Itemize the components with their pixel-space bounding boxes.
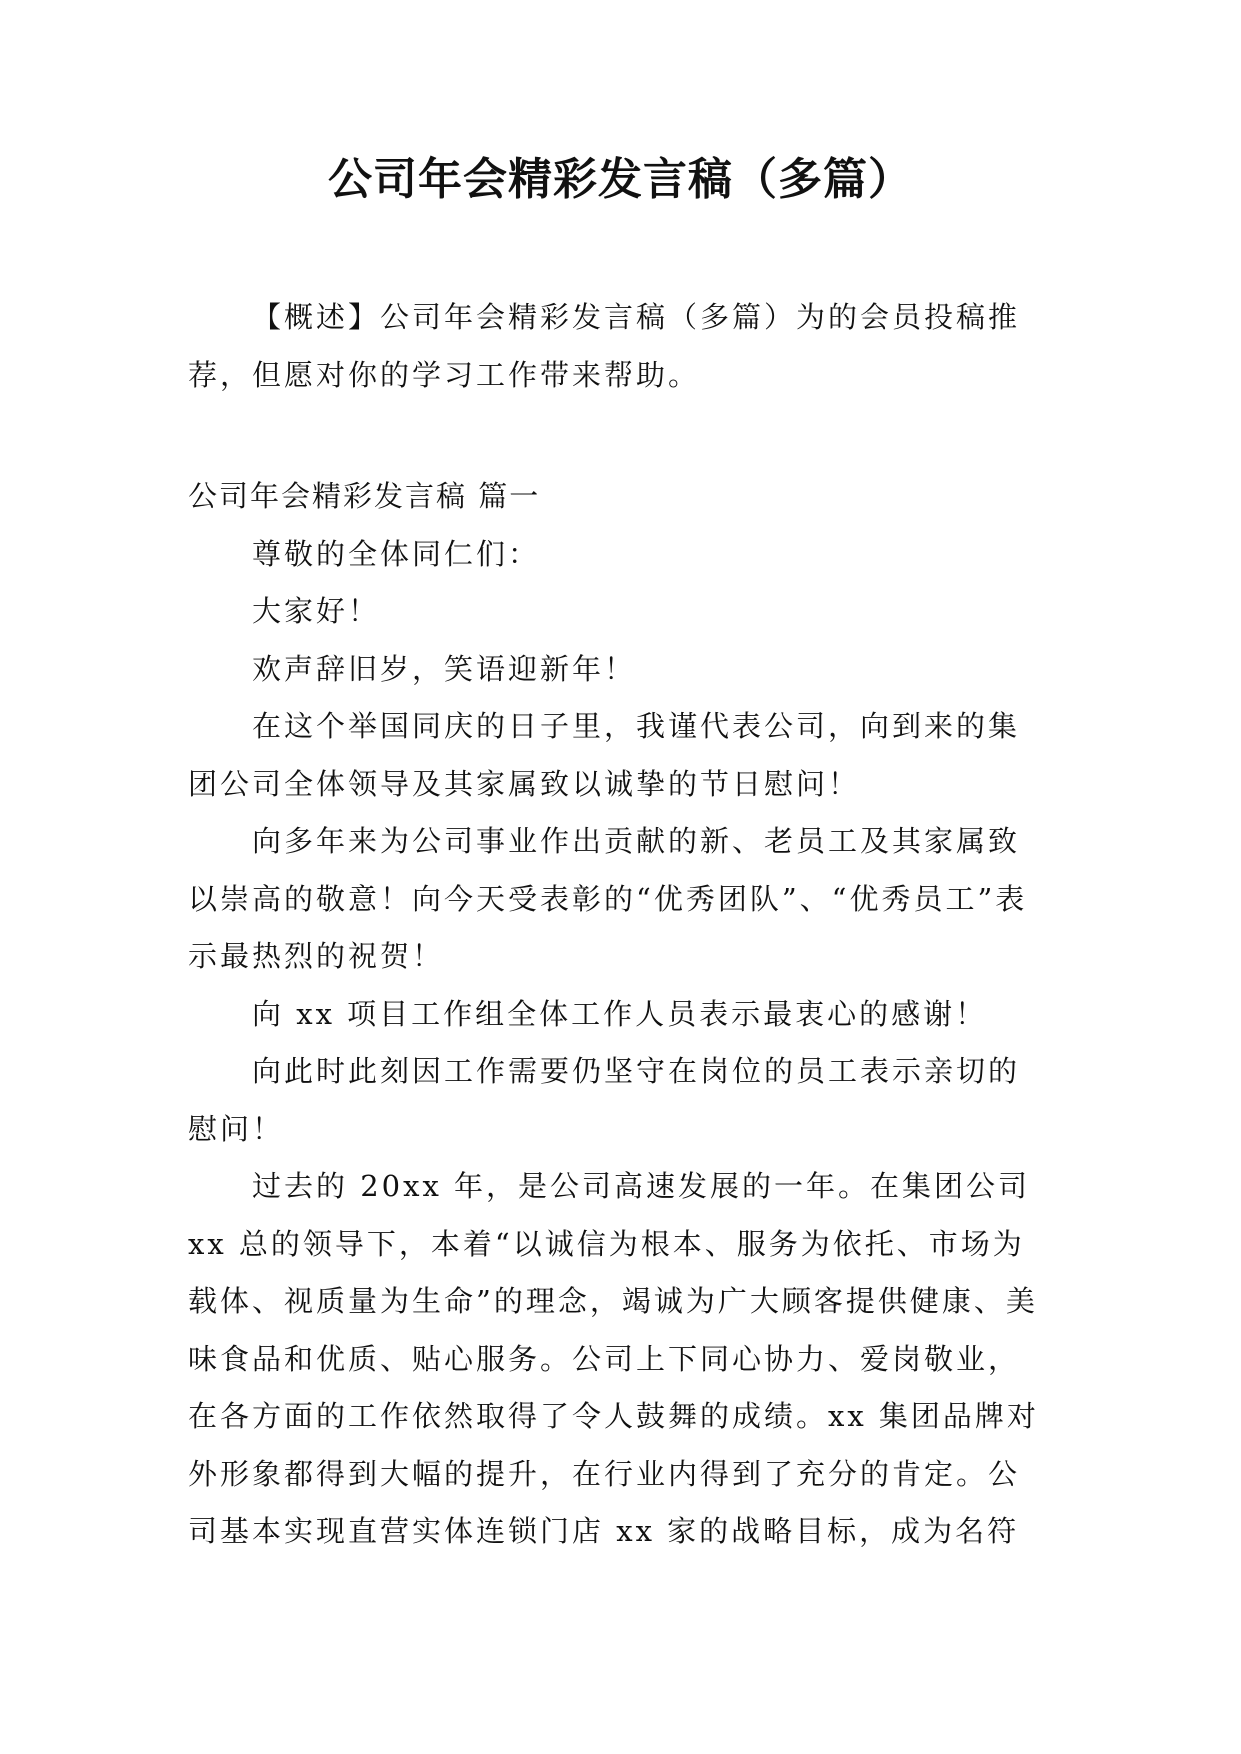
body-paragraph: 向此时此刻因工作需要仍坚守在岗位的员工表示亲切的慰问！ (188, 1054, 1021, 1146)
document-body (188, 289, 1050, 1561)
body-paragraph: 在这个举国同庆的日子里，我谨代表公司，向到来的集团公司全体领导及其家属致以诚挚的节日慰问！ (188, 709, 1021, 801)
document-title: 公司年会精彩发言稿（多篇） (328, 154, 913, 205)
body-paragraph: 向 xx 项目工作组全体工作人员表示最衷心的感谢！ (252, 996, 988, 1031)
hello-paragraph: 大家好！ (252, 594, 381, 628)
section-heading: 公司年会精彩发言稿 篇一 (188, 479, 541, 513)
greeting-paragraph: 尊敬的全体同仁们： (252, 536, 541, 571)
body-paragraph: 向多年来为公司事业作出贡献的新、老员工及其家属致以崇高的敬意！向今天受表彰的“优秀团队”、“优秀员工”表示最热烈的祝贺！ (188, 824, 1028, 973)
paragraph-spacer (188, 404, 1050, 468)
new-year-paragraph: 欢声辞旧岁，笑语迎新年！ (252, 651, 637, 686)
body-paragraph: 过去的 20xx 年，是公司高速发展的一年。在集团公司 xx 总的领导下，本着“以诚信为根本、服务为依托、市场为载体、视质量为生命”的理念，竭诚为广大顾客提供健康、美味食品和优质、贴心服务。公司上下同心协力、爱岗敬业，在各方面的工作依然取得了令人鼓舞的成绩。xx 集团品牌对外形象都得到大幅的提升，在行业内得到了充分的肯定。公司基本实现直营实体连锁门店 xx 家的战略目标，成为名符 (188, 1169, 1039, 1548)
overview-paragraph: 【概述】公司年会精彩发言稿（多篇）为的会员投稿推荐，但愿对你的学习工作带来帮助。 (188, 300, 1021, 392)
